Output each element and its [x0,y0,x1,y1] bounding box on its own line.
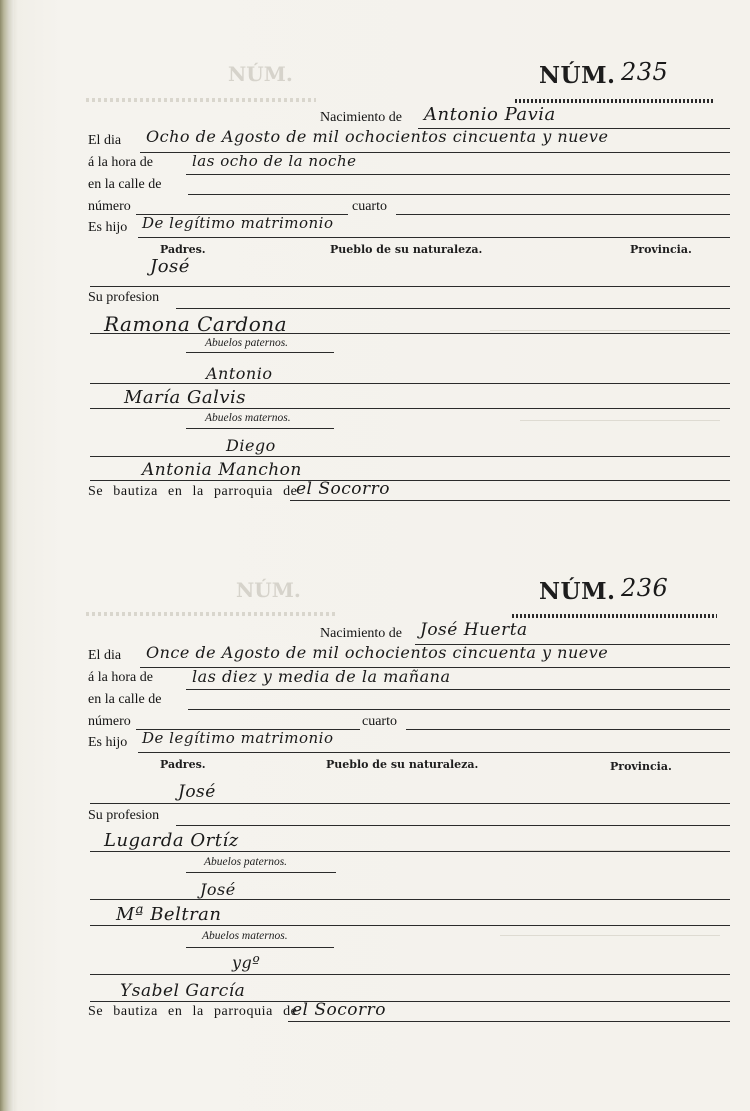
bautiza-rule [290,500,730,501]
profesion-label: Su profesion [88,808,160,823]
abuela-materna-rule [90,480,730,481]
abuelos-maternos-label: Abuelos maternos. [205,412,291,424]
bleed-through-num-top: NÚM. [228,62,293,86]
madre-value: Ramona Cardona [104,312,288,336]
dia-value: Ocho de Agosto de mil ochocientos cincuenta y nueve [146,127,609,146]
bleed-through-dots-bottom [86,612,336,616]
abuela-paterna-value: María Galvis [124,387,247,408]
abuela-paterna-rule [90,408,730,409]
abuelo-materno-value: Diego [226,436,276,455]
bautiza-label: Se bautiza en la parroquia de [88,1004,298,1019]
hora-label: á la hora de [88,155,153,170]
bleed-rule [490,330,730,331]
hijo-rule [138,237,730,238]
dia-label: El dia [88,133,122,148]
abuelo-paterno-value: Antonio [206,364,273,383]
dia-label: El dia [88,648,122,663]
bautiza-label: Se bautiza en la parroquia de [88,484,298,499]
abuelo-materno-rule [90,974,730,975]
hora-rule [186,174,730,175]
record-number-dots [512,614,717,618]
calle-label: en la calle de [88,177,162,192]
bleed-rule [520,420,720,421]
abuelo-paterno-rule [90,899,730,900]
cuarto-label: cuarto [362,714,397,729]
abuela-paterna-rule [90,925,730,926]
nacimiento-value: Antonio Pavia [424,104,556,125]
book-spine [0,0,14,1111]
provincia-header: Provincia. [630,243,692,256]
parroquia-value: el Socorro [296,479,391,499]
abuelos-paternos-label: Abuelos paternos. [204,856,288,868]
num-label: NÚM. [539,62,616,89]
dia-value: Once de Agosto de mil ochocientos cincuenta y nueve [146,643,609,662]
abuelos-maternos-rule [186,428,334,429]
abuelos-maternos-label: Abuelos maternos. [202,930,288,942]
pueblo-header: Pueblo de su naturaleza. [330,243,483,256]
record-number-value: 236 [621,574,669,602]
provincia-header: Provincia. [610,760,672,773]
hijo-value: De legítimo matrimonio [142,214,334,232]
num-label: NÚM. [539,578,616,605]
record-number-heading [539,62,616,89]
padres-header: Padres. [160,758,206,771]
hijo-label: Es hijo [88,735,128,750]
abuelos-paternos-label: Abuelos paternos. [205,337,289,349]
cuarto-label: cuarto [352,199,387,214]
abuelos-paternos-rule [186,352,334,353]
cuarto-rule [406,729,730,730]
hora-value: las ocho de la noche [192,152,357,170]
abuela-materna-rule [90,1001,730,1002]
calle-rule [188,709,730,710]
profesion-rule [176,825,730,826]
hora-rule [186,689,730,690]
hijo-label: Es hijo [88,220,128,235]
abuela-paterna-value: Mª Beltran [116,904,222,925]
bleed-rule [500,935,720,936]
madre-rule [90,851,730,852]
bleed-through-num-bottom: NÚM. [236,578,301,602]
profesion-rule [176,308,730,309]
abuelo-materno-rule [90,456,730,457]
hora-label: á la hora de [88,670,153,685]
nacimiento-label: Nacimiento de [320,110,403,125]
cuarto-rule [396,214,730,215]
padre-value: José [150,256,190,277]
padres-header: Padres. [160,243,206,256]
abuelos-paternos-rule [186,872,336,873]
madre-rule [90,333,730,334]
hijo-rule [138,752,730,753]
abuela-materna-value: Ysabel García [120,981,246,1001]
parroquia-value: el Socorro [292,1000,387,1020]
padre-rule [90,286,730,287]
abuelos-maternos-rule [186,947,334,948]
abuelo-paterno-rule [90,383,730,384]
calle-rule [188,194,730,195]
numero-label: número [88,714,131,729]
record-number-value: 235 [621,58,669,86]
abuelo-materno-value: ygº [232,953,261,972]
nacimiento-label: Nacimiento de [320,626,403,641]
record-number-heading [539,578,616,605]
padre-value: José [178,782,216,802]
abuela-materna-value: Antonia Manchon [142,460,302,480]
madre-value: Lugarda Ortíz [104,830,239,851]
profesion-label: Su profesion [88,290,160,305]
bautiza-rule [288,1021,730,1022]
record-number-dots [515,99,715,103]
bleed-through-dots-top [86,98,316,102]
calle-label: en la calle de [88,692,162,707]
pueblo-header: Pueblo de su naturaleza. [326,758,479,771]
abuelo-paterno-value: José [200,880,236,899]
nacimiento-value: José Huerta [420,620,528,640]
hijo-value: De legítimo matrimonio [142,729,334,747]
padre-rule [90,803,730,804]
numero-label: número [88,199,131,214]
hora-value: las diez y media de la mañana [192,667,451,686]
